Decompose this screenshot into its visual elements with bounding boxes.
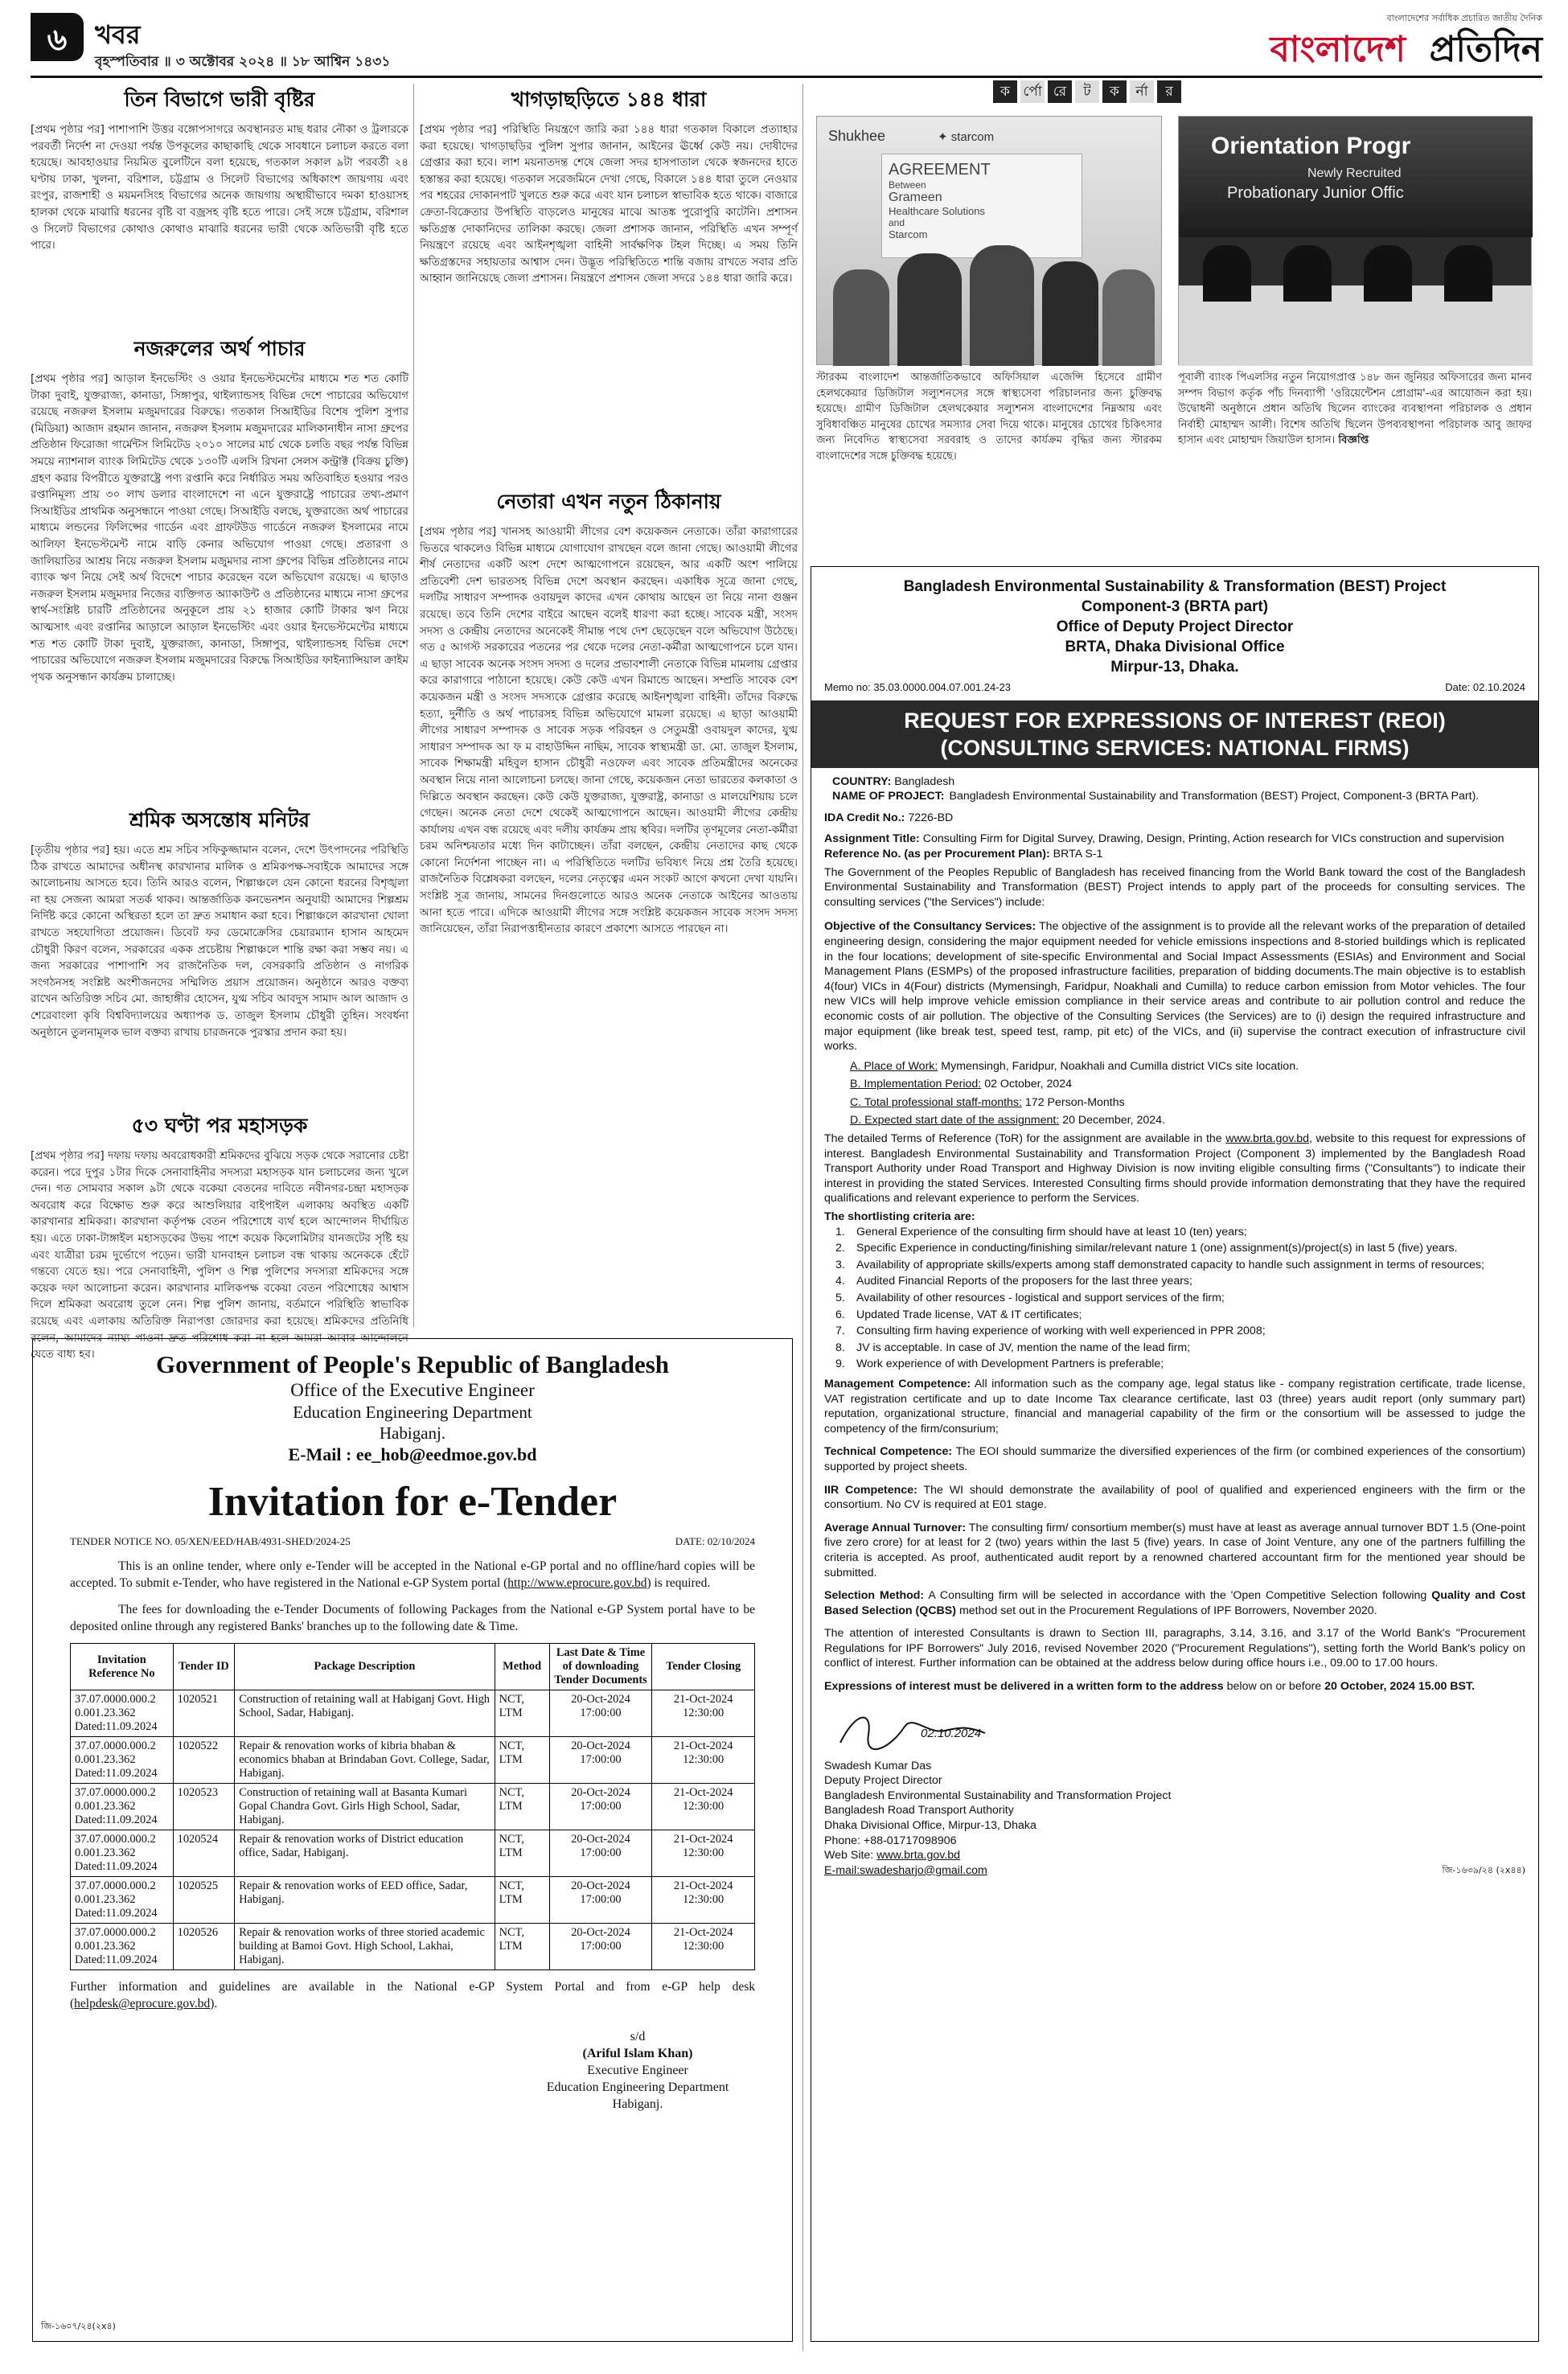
item-text: Availability of appropriate skills/experts among staff demonstrated capacity to handle such assignment in terms of resources;	[856, 1258, 1484, 1271]
table-row	[71, 1877, 755, 1924]
list-item	[824, 1341, 1525, 1356]
item-number: 1.	[835, 1225, 845, 1238]
cell-desc: Construction of retaining wall at Basanta Kumari Gopal Chandra Govt. Girls High School, Sadar, Habiganj.	[235, 1784, 495, 1830]
column-divider	[802, 84, 803, 2351]
signer-line: Executive Engineer	[587, 2064, 688, 2077]
logo-tagline: বাংলাদেশের সর্বাধিক প্রচারিত জাতীয় দৈনিক	[1386, 13, 1542, 23]
tech-text: The EOI should summarize the diversified experiences of the firm (or combined experiences of the consortium) supported by project sheets.	[824, 1445, 1525, 1473]
best-reoi-advertisement	[811, 566, 1539, 2342]
tender-email[interactable]: ee_hob@eedmoe.gov.bd	[355, 1444, 537, 1464]
banner-line: and	[889, 217, 905, 228]
item-value: 02 October, 2024	[984, 1078, 1073, 1091]
corporate-letter: র	[1157, 80, 1181, 103]
corporate-letter: ক	[993, 80, 1017, 103]
ad-code: জি-১৬৩৯/২৪ (২x৪৪)	[1442, 1864, 1525, 1875]
best-header-line: Office of Deputy Project Director	[1056, 618, 1294, 635]
cell-id: 1020523	[173, 1784, 235, 1830]
signer-name: (Ariful Islam Khan)	[582, 2047, 693, 2060]
person-figure	[1444, 245, 1492, 302]
caption-tag: বিজ্ঞপ্তি	[1338, 434, 1369, 446]
tender-signature-block	[520, 2028, 755, 2113]
screen-line: Orientation Progr	[1211, 133, 1411, 159]
person-figure	[1364, 245, 1412, 302]
cell-last-date: 20-Oct-2024 17:00:00	[549, 1877, 652, 1924]
field-label: Average Annual Turnover:	[824, 1521, 967, 1534]
tender-header-line: Office of the Executive Engineer	[290, 1380, 535, 1400]
page-number: ৬	[47, 22, 68, 57]
item-number: 7.	[835, 1325, 845, 1338]
signer-line: Habiganj.	[612, 2097, 663, 2111]
logo-title-b: প্রতিদিন	[1429, 29, 1542, 70]
item-text: Updated Trade license, VAT & IT certificates;	[856, 1308, 1082, 1321]
cell-method: NCT, LTM	[495, 1784, 549, 1830]
cell-method: NCT, LTM	[495, 1924, 549, 1970]
corporate-letter: ট	[1075, 80, 1099, 103]
best-header-line: Component-3 (BRTA part)	[1081, 598, 1269, 615]
tender-header-line: Habiganj.	[379, 1423, 446, 1443]
column-header: Invitation Reference No	[71, 1644, 174, 1690]
list-item	[824, 1258, 1525, 1273]
cell-ref: 37.07.0000.000.2 0.001.23.362 Dated:11.09.2024	[71, 1830, 174, 1877]
person-figure	[1042, 261, 1098, 366]
photo-pubali-orientation	[1178, 116, 1532, 365]
cell-id: 1020524	[173, 1830, 235, 1877]
column-divider	[413, 84, 414, 1327]
cell-ref: 37.07.0000.000.2 0.001.23.362 Dated:11.09.2024	[71, 1737, 174, 1784]
list-item	[824, 1357, 1525, 1372]
tender-header-line: Government of People's Republic of Bangladesh	[155, 1350, 670, 1378]
article-title: ৫৩ ঘণ্টা পর মহাসড়ক	[131, 1114, 308, 1137]
article-rain	[31, 84, 408, 325]
table-row	[71, 1737, 755, 1784]
column-header: Tender ID	[173, 1644, 235, 1690]
cell-desc: Repair & renovation works of District education office, Sadar, Habiganj.	[235, 1830, 495, 1877]
article-body-wrap	[420, 524, 798, 1328]
article-body-wrap	[31, 121, 408, 322]
reoi-title-line: (CONSULTING SERVICES: NATIONAL FIRMS)	[940, 735, 1410, 760]
brand-starcom: ✦ starcom	[938, 130, 995, 144]
banner-line: Between	[889, 179, 926, 191]
item-label: C. Total professional staff-months:	[850, 1095, 1022, 1109]
item-number: 6.	[835, 1308, 845, 1321]
tender-paragraph: This is an online tender, where only e-Tender will be accepted in the National e-GP portal and no offline/hard copies will be accepted. To submit e-Tender, who have registered in the National e-GP System portal (	[70, 1559, 755, 1590]
eprocure-link[interactable]: http://www.eprocure.gov.bd	[507, 1576, 647, 1590]
web-label: Web Site:	[824, 1849, 877, 1863]
corporate-corner-label	[993, 80, 1181, 103]
table-row	[71, 1830, 755, 1877]
person-figure	[833, 269, 889, 366]
signer-line: Deputy Project Director	[824, 1774, 942, 1788]
signature-date: 02.10.2024	[921, 1726, 982, 1740]
person-figure	[970, 245, 1034, 366]
corporate-caption-right-wrap	[1178, 370, 1532, 547]
column-header: Tender Closing	[652, 1644, 755, 1690]
cell-last-date: 20-Oct-2024 17:00:00	[549, 1690, 652, 1737]
ida-value: 7226-BD	[908, 811, 954, 824]
reoi-banner	[811, 700, 1538, 768]
helpdesk-link[interactable]: helpdesk@eprocure.gov.bd	[74, 1997, 211, 2011]
list-item	[824, 1291, 1525, 1306]
item-text: Availability of other resources - logistical and support services of the firm;	[856, 1292, 1225, 1304]
table-row	[71, 1924, 755, 1970]
article-title: খাগড়াছড়িতে ১৪৪ ধারা	[511, 88, 707, 111]
person-figure	[1283, 245, 1332, 302]
article-labor	[31, 804, 408, 1102]
article-body: [প্রথম পৃষ্ঠার পর] দফায় দফায় অবরোধকারী শ্রমিকদের বুঝিয়ে সড়ক থেকে সরানোর চেষ্টা করেন। পরে দুপুর ১টার দিকে সেনাবাহিনীর সদস্যরা মহাসড়ক যান চলাচলের জন্য খুলে দেন। গত সোমবার সকাল ৯টা থেকে বকেয়া বেতনের দাবিতে নবীনগর-চন্দ্রা মহাসড়ক অবরোধ করে বিক্ষোভ শুরু করে আশুলিয়ার বাইপাইল এলাকায় অবস্থিত একটি কারখানার শ্রমিকরা। কারখানা কর্তৃপক্ষ বেতন পরিশোধে ব্যর্থ হলে আন্দোলন দীর্ঘায়িত হয়। এতে ঢাকা-টাঙ্গাইল মহাসড়কের উভয় পাশে কয়েক কিলোমিটার যানজটের সৃষ্টি হয় এবং যাত্রীরা চরম দুর্ভোগে পড়েন। ভারী যানবাহন চলাচল বন্ধ থাকায় অনেককে হেঁটে গন্তব্যে যেতে হয়। পরে সেনাবাহিনী, পুলিশ ও শিল্প পুলিশের সদস্যরা শ্রমিকদের সঙ্গে কয়েক দফা আলোচনা করেন। কারখানার মালিকপক্ষ বকেয়া বেতন পরিশোধের আশ্বাস দিলে শ্রমিকরা অবরোধ তুলে নেন। শিল্প পুলিশ জানায়, বর্তমানে পরিস্থিতি স্বাভাবিক রয়েছে এবং এলাকায় অতিরিক্ত নিরাপত্তা জোরদার করা হয়েছে। শ্রমিকদের প্রতিনিধি বলেন, আমাদের ন্যায্য পাওনা দ্রুত পরিশোধ করা না হলে আমরা আবার আন্দোলনে যেতে বাধ্য হব।	[31, 1149, 408, 1362]
signer-line: Bangladesh Environmental Sustainability and Transformation Project	[824, 1789, 1172, 1802]
sd-mark: s/d	[630, 2030, 646, 2043]
article-body: [প্রথম পৃষ্ঠার পর] পরিস্থিতি নিয়ন্ত্রণে জারি করা ১৪৪ ধারা গতকাল বিকালে প্রত্যাহার করা হয়েছে। খাগড়াছড়ির পুলিশ সুপার জানান, আইনের ঊর্ধ্বে কেউ নয়। দোষীদের গ্রেপ্তার করা হবে। লাশ ময়নাতদন্ত শেষে জেলা সদর হাসপাতাল থেকে স্বজনদের হাতে হস্তান্তর করা হয়েছে। গতকাল সরেজমিনে দেখা গেছে, বিকালে ১৪৪ ধারা তুলে নেওয়ার পর শহরের দোকানপাট খুলতে শুরু করে এবং যান চলাচল স্বাভাবিক হতে থাকে। বাজারে ক্রেতা-বিক্রেতার উপস্থিতি বাড়লেও মানুষের মাঝে আতঙ্ক পুরোপুরি কাটেনি। প্রশাসন ক্ষতিগ্রস্ত দোকানিদের তালিকা করছে। জেলা প্রশাসক জানান, পরিস্থিতি এখন সম্পূর্ণ নিয়ন্ত্রণে রয়েছে এবং আইনশৃঙ্খলা বাহিনী সার্বক্ষণিক টহল দিচ্ছে। এ সময় তিনি ক্ষতিগ্রস্তদের সহায়তার আশ্বাস দেন। উদ্ভূত পরিস্থিতিতে শান্তি বজায় রাখতে সবার প্রতি আহ্বান জানিয়েছে জেলা প্রশাসন। নিয়ন্ত্রণে প্রশাসন জেলা সদরে ১৪৪ ধারা জারি করে।	[420, 123, 798, 285]
web-link[interactable]: www.brta.gov.bd	[876, 1849, 961, 1863]
tender-paragraph: The fees for downloading the e-Tender Documents of following Packages from the National e-GP System portal have to be deposited online through any registered Banks' branches up to the following date & Time.	[70, 1603, 755, 1633]
banner-line: Grameen	[889, 191, 942, 204]
signature-block	[824, 1702, 1525, 1759]
article-body-wrap	[31, 1148, 408, 1362]
corporate-letter: ক	[1102, 80, 1127, 103]
list-item	[824, 1241, 1525, 1256]
person-figure	[1102, 269, 1155, 366]
list-item	[824, 1308, 1525, 1323]
field-label: Reference No. (as per Procurement Plan):	[824, 847, 1050, 860]
cell-closing: 21-Oct-2024 12:30:00	[652, 1924, 755, 1970]
person-figure	[1203, 245, 1251, 302]
cell-last-date: 20-Oct-2024 17:00:00	[549, 1737, 652, 1784]
section-name: খবর	[95, 19, 141, 50]
deliver-text: Expressions of interest must be delivered in a written form to the address	[824, 1680, 1224, 1694]
country-value: Bangladesh	[894, 774, 955, 788]
cell-id: 1020526	[173, 1924, 235, 1970]
column-header: Method	[495, 1644, 549, 1690]
corporate-caption-left-wrap	[816, 370, 1162, 547]
column-header: Package Description	[235, 1644, 495, 1690]
cell-closing: 21-Oct-2024 12:30:00	[652, 1830, 755, 1877]
item-value: 172 Person-Months	[1024, 1095, 1125, 1109]
cell-id: 1020521	[173, 1690, 235, 1737]
tender-footer-text: Further information and guidelines are available in the National e-GP System Portal and from e-GP help desk (	[70, 1980, 755, 2011]
cell-desc: Construction of retaining wall at Habiganj Govt. High School, Sadar, Habiganj.	[235, 1690, 495, 1737]
item-label: A. Place of Work:	[850, 1059, 938, 1073]
email-link[interactable]: swadesharjo@gmail.com	[860, 1863, 987, 1877]
brand-shukhee: Shukhee	[828, 128, 886, 144]
page-header	[31, 11, 1542, 72]
best-header-line: Mirpur-13, Dhaka.	[1110, 659, 1239, 676]
photo-starcom-agreement	[816, 116, 1162, 365]
reoi-title-line: REQUEST FOR EXPRESSIONS OF INTEREST (REOI)	[904, 708, 1446, 733]
item-text: Specific Experience in conducting/finishing similar/relevant nature 1 (one) assignment(s)/project(s) in last 5 (five) years.	[856, 1242, 1458, 1255]
table-row	[71, 1690, 755, 1737]
tender-paragraph: ) is required.	[646, 1576, 711, 1590]
reference-value: BRTA S-1	[1053, 847, 1103, 860]
field-label: COUNTRY:	[832, 774, 892, 788]
banner-line: Starcom	[889, 228, 928, 240]
mgmt-text: All information such as the company age, legal status like - company registration certificate, trade license, VAT registration certificate and up to date Income Tax clearance certificate, last 03 (three) years audit report (only summary part) reputation, organizational structure, financial and managerial capability of the firm or the consortium will be assessed to judge the competency of the firm/consurium;	[824, 1377, 1525, 1435]
cell-ref: 37.07.0000.000.2 0.001.23.362 Dated:11.09.2024	[71, 1690, 174, 1737]
field-label: Objective of the Consultancy Services:	[824, 920, 1036, 934]
assignment-value: Consulting Firm for Digital Survey, Drawing, Design, Printing, Action research for VICs construction and supervision	[922, 832, 1504, 846]
item-text: General Experience of the consulting firm should have at least 10 (ten) years;	[856, 1225, 1247, 1238]
item-value: Mymensingh, Faridpur, Noakhali and Cumilla district VICs site location.	[941, 1059, 1299, 1073]
item-number: 5.	[835, 1292, 845, 1304]
cell-desc: Repair & renovation works of kibria bhaban & economics bhaban at Brindaban Govt. College, Sadar, Habiganj.	[235, 1737, 495, 1784]
field-label: Technical Competence:	[824, 1445, 953, 1459]
tor-text: The detailed Terms of Reference (ToR) for the assignment are available in the	[824, 1132, 1222, 1146]
cell-method: NCT, LTM	[495, 1830, 549, 1877]
article-title: নেতারা এখন নতুন ঠিকানায়	[496, 490, 721, 513]
criteria-list	[824, 1225, 1525, 1372]
item-label: D. Expected start date of the assignment:	[850, 1114, 1060, 1127]
cell-last-date: 20-Oct-2024 17:00:00	[549, 1784, 652, 1830]
intro-paragraph: The Government of the Peoples Republic of Bangladesh has received financing from the World Bank toward the cost of the Bangladesh Environmental Sustainability and Transformation (BEST) Project intends to apply part of the proceeds for consulting services. The consulting services ("the Services") include:	[824, 865, 1525, 909]
field-label: NAME OF PROJECT:	[832, 790, 945, 803]
signer-line: Education Engineering Department	[546, 2080, 729, 2094]
article-nazrul	[31, 333, 408, 795]
field-label: IIR Competence:	[824, 1483, 917, 1497]
tender-table	[70, 1643, 755, 1970]
tender-title: Invitation for e-Tender	[207, 1479, 618, 1525]
screen-line: Probationary Junior Offic	[1227, 184, 1404, 202]
cell-method: NCT, LTM	[495, 1877, 549, 1924]
tender-notice-number: TENDER NOTICE NO. 05/XEN/EED/HAB/4931-SHED/2024-25	[70, 1535, 351, 1547]
signer-line: Dhaka Divisional Office, Mirpur-13, Dhaka	[824, 1819, 1036, 1833]
cell-method: NCT, LTM	[495, 1690, 549, 1737]
cell-desc: Repair & renovation works of three storied academic building at Bamoi Govt. High School, Lakhai, Habiganj.	[235, 1924, 495, 1970]
memo-date: Date: 02.10.2024	[1445, 681, 1525, 693]
signer-line: Swadesh Kumar Das	[824, 1759, 932, 1772]
item-text: Consulting firm having experience of working with well experienced in PPR 2008;	[856, 1325, 1266, 1338]
selection-method: Quality and Cost Based Selection (QCBS)	[824, 1589, 1525, 1617]
article-title: নজরুলের অর্থ পাচার	[133, 337, 306, 360]
signer-line: Phone: +88-01717098906	[824, 1834, 957, 1847]
attention-paragraph: The attention of interested Consultants is drawn to Section III, paragraphs, 3.14, 3.16, and 3.17 of the World Bank's "Procurement Regulations for IPF Borrowers" July 2016, revised November 2020 ("Procurement Regulations"), setting forth the World Bank's policy on conflict of interest. Further information can be obtained at the address below during office hours i.e., 09.00 to 17.00 hours.	[824, 1627, 1525, 1670]
table-header-row	[71, 1644, 755, 1690]
item-text: Audited Financial Reports of the proposers for the last three years;	[856, 1275, 1192, 1288]
item-number: 8.	[835, 1341, 845, 1354]
field-label: Selection Method:	[824, 1589, 925, 1603]
etender-advertisement	[32, 1338, 793, 2342]
selection-text: A Consulting firm will be selected in accordance with the 'Open Competitive Selection following	[928, 1589, 1427, 1603]
selection-text: method set out in the Procurement Regulations of IPF Borrowers, November 2020.	[958, 1604, 1377, 1617]
article-siege	[31, 1110, 408, 1362]
objective-text: The objective of the assignment is to provide all the relevant works of the preparation of detailed engineering design, considering the major equipment needed for vehicle emissions inspections and 8-storied buildings which is replicated in the four locations; development of site-specific Environmental and Social Impact Assessments (ESIAs) and Environment and Social Management Plans (ESMPs) of the proposed infrastructure facilities, preparation of bidding documents.The main objective is to establish 4(four) VICs in 4(Four) districts (Mymensingh, Faridpur, Noakhali and Cumilla) to reduce carbon emission from Motor vehicles. The four new VICs will help improve vehicle emission compliance in their service areas and contribute to air pollution control and reduce the economic costs of air pollution. The objective of the Consulting Services (the Services) are to (i) design the required infrastructure and major equipment (like break test, speed test, ramp, pit etc) of the VICs, and (ii) supervise the contract execution of infrastructure civil works.	[824, 920, 1525, 1054]
tor-text: , website to this request for expressions of interest. Bangladesh Environmental Sustainability and Transformation Project (Component 3) implemented by the Bangladesh Road Transport Authority under Road Transport and Highway Division is now inviting eligible consulting firms ("Consultants") to indicate their interest in providing the stated Services. Interested Consulting firms should provide information demonstrating that they have the required qualifications and relevant experience to perform the Services.	[824, 1132, 1525, 1205]
memo-number: Memo no: 35.03.0000.004.07.001.24-23	[824, 681, 1012, 693]
cell-ref: 37.07.0000.000.2 0.001.23.362 Dated:11.09.2024	[71, 1784, 174, 1830]
cell-closing: 21-Oct-2024 12:30:00	[652, 1784, 755, 1830]
criteria-title: The shortlisting criteria are:	[824, 1210, 975, 1224]
best-header-line: Bangladesh Environmental Sustainability & Transformation (BEST) Project	[903, 578, 1447, 595]
person-figure	[897, 253, 962, 366]
item-text: JV is acceptable. In case of JV, mention the name of the lead firm;	[856, 1341, 1191, 1354]
item-value: 20 December, 2024.	[1062, 1114, 1165, 1127]
cell-ref: 37.07.0000.000.2 0.001.23.362 Dated:11.09.2024	[71, 1924, 174, 1970]
article-body: [প্রথম পৃষ্ঠার পর] খানসহ আওয়ামী লীগের বেশ কয়েকজন নেতাকে। তাঁরা কারাগারের ভিতরে থাকলেও বিভিন্ন মাধ্যমে যোগাযোগ রাখছেন বলে জানা গেছে। আওয়ামী লীগের শীর্ষ নেতাদের একটি অংশ দেশে আত্মগোপনে রয়েছেন, আর একটি অংশ পালিয়ে প্রতিবেশী দেশ ভারতসহ বিভিন্ন দেশে অবস্থান করছেন। একাধিক সূত্রে জানা গেছে, দলটির সাধারণ সম্পাদক ওবায়দুল কাদের এখন কোথায় আছেন তা নিয়ে নানা গুঞ্জন রয়েছে। তবে তিনি দেশের বাইরে আছেন বলেই ধারণা করা হচ্ছে। সাবেক মন্ত্রী, সংসদ সদস্য ও কেন্দ্রীয় নেতাদের অনেকেই সীমান্ত পথে দেশ ছেড়েছেন বলে অভিযোগ উঠেছে। গত ৫ আগস্ট সরকারের পতনের পর থেকে দলের নেতা-কর্মীরা আত্মগোপনে চলে যান। এ ছাড়া সাবেক অনেক সংসদ সদস্য ও দলের প্রভাবশালী নেতাকে বিভিন্ন মামলায় গ্রেপ্তার করে কারাগারে পাঠানো হয়েছে। কেউ কেউ এখন রিমান্ডে আছেন। সম্প্রতি সাবেক বেশ কয়েকজন মন্ত্রী ও সংসদ সদস্যকে গ্রেপ্তার করেছে আইনশৃঙ্খলা বাহিনী। তাঁদের বিরুদ্ধে হত্যা, দুর্নীতি ও অর্থ পাচারসহ বিভিন্ন অভিযোগে মামলা রয়েছে। এ ছাড়া আওয়ামী লীগের সাধারণ সম্পাদক ও সাবেক সড়ক পরিবহন ও সেতুমন্ত্রী ওবায়দুল কাদের, যুগ্ম সাধারণ সম্পাদক আ ফ ম বাহাউদ্দিন নাছিম, সাবেক স্বাস্থ্যমন্ত্রী ডা. মো. তাজুল ইসলাম, সাবেক শিক্ষামন্ত্রী মহিবুল হাসান চৌধুরী নওফেল এবং সাবেক প্রতিমন্ত্রীদের অনেকের অবস্থান নিয়ে নানা আলোচনা চলছে। জানা গেছে, কয়েকজন নেতা ভারতের কলকাতা ও দিল্লিতে অবস্থান করছেন। কেউ কেউ যুক্তরাজ্য, যুক্তরাষ্ট্র, কানাডা ও মালয়েশিয়ায় চলে গেছেন। অনেক নেতা দেশে থেকেই আত্মগোপনে আছেন। আওয়ামী লীগের কেন্দ্রীয় কার্যালয় এখন বন্ধ রয়েছে এবং দলীয় কার্যক্রম প্রায় স্থবির। দলটির তৃণমূলের নেতা-কর্মীরা চরম অনিশ্চয়তার মধ্যে দিন কাটাচ্ছেন। তাঁরা বলছেন, কেন্দ্রীয় নেতাদের কাছ থেকে কোনো নির্দেশনা পাচ্ছেন না। এ পরিস্থিতিতে দলটির ভবিষ্যৎ নিয়ে প্রশ্ন তৈরি হয়েছে। রাজনৈতিক বিশ্লেষকরা বলছেন, দলের নেতৃত্বের এমন সংকট আগে কখনো দেখা যায়নি। সংশ্লিষ্ট সূত্র জানায়, সামনের দিনগুলোতে আরও অনেক নেতাকে আইনের আওতায় আনা হতে পারে। এদিকে আওয়ামী লীগের সঙ্গে সংশ্লিষ্ট কয়েকজন সাবেক সংসদ সদস্য জানিয়েছেন, তাঁরা নিরাপত্তাহীনতার কারণে প্রকাশ্যে আসতে পারছেন না।	[420, 525, 798, 936]
item-number: 9.	[835, 1357, 845, 1371]
article-body-wrap	[31, 842, 408, 1103]
item-text: Work experience of with Development Partners is preferable;	[856, 1357, 1164, 1371]
cell-closing: 21-Oct-2024 12:30:00	[652, 1690, 755, 1737]
corporate-letter: র্না	[1130, 80, 1154, 103]
list-item	[824, 1324, 1525, 1339]
brta-link[interactable]: www.brta.gov.bd	[1225, 1132, 1310, 1146]
article-khagrachari	[420, 84, 798, 478]
corporate-letter: রে	[1048, 80, 1072, 103]
cell-id: 1020525	[173, 1877, 235, 1924]
article-title: তিন বিভাগে ভারী বৃষ্টির	[124, 88, 315, 111]
logo-title-a: বাংলাদেশ	[1270, 29, 1406, 70]
date-line: বৃহস্পতিবার ॥ ৩ অক্টোবর ২০২৪ ॥ ১৮ আশ্বিন ১৪৩১	[95, 54, 391, 70]
article-leaders	[420, 486, 798, 1327]
item-number: 3.	[835, 1258, 845, 1271]
article-body: [প্রথম পৃষ্ঠার পর] পাশাপাশি উত্তর বঙ্গোপসাগরে অবস্থানরত মাছ ধরার নৌকা ও ট্রলারকে পরবর্তী নির্দেশ না দেওয়া পর্যন্ত উপকূলের কাছাকাছি থেকে সাবধানে চলাচল করতে বলা হয়েছে। আবহাওয়ার নিয়মিত বুলেটিনে বলা হয়েছে, গতকাল সকাল ৯টা পরবর্তী ২৪ ঘণ্টায় ঢাকা, খুলনা, বরিশাল, চট্টগ্রাম ও সিলেট বিভাগের অধিকাংশ জায়গায় এবং রংপুর, রাজশাহী ও ময়মনসিংহ বিভাগের অনেক জায়গায় অস্থায়ীভাবে দমকা হাওয়াসহ হালকা থেকে মাঝারি ধরনের বৃষ্টি বা বজ্রসহ বৃষ্টি হতে পারে। সেই সঙ্গে চট্টগ্রাম, বরিশাল ও সিলেট বিভাগের কোথাও কোথাও মাঝারি ধরনের ভারী থেকে অতিভারী বৃষ্টি হতে পারে।	[31, 123, 408, 253]
table-row	[71, 1784, 755, 1830]
banner-line: Healthcare Solutions	[889, 205, 985, 217]
field-label: IDA Credit No.:	[824, 811, 905, 824]
cell-desc: Repair & renovation works of EED office, Sadar, Habiganj.	[235, 1877, 495, 1924]
cell-ref: 37.07.0000.000.2 0.001.23.362 Dated:11.09.2024	[71, 1877, 174, 1924]
article-body-wrap	[31, 371, 408, 797]
cell-last-date: 20-Oct-2024 17:00:00	[549, 1830, 652, 1877]
deliver-deadline: 20 October, 2024 15.00 BST.	[1324, 1680, 1476, 1694]
article-body: [প্রথম পৃষ্ঠার পর] আড়াল ইনভেস্টিং ও ওয়ার ইনভেস্টমেন্টের মাধ্যমে শত শত কোটি টাকা দুবাই, যুক্তরাজ্য, কানাডা, সিঙ্গাপুর, থাইল্যান্ডসহ বিভিন্ন দেশে পাচারের অভিযোগ রয়েছে নজরুল ইসলাম মজুমদারের বিরুদ্ধে। গতকাল সিআইডির বিশেষ পুলিশ সুপার (মিডিয়া) আজাদ রহমান জানান, নজরুল ইসলাম মজুমদারের মালিকানাধীন নাসা গ্রুপের প্রতিষ্ঠান ফিরোজা গার্মেন্টস লিমিটেড ২০১০ সালের মার্চ থেকে চলতি বছর পর্যন্ত বিভিন্ন সময়ে ন্যাশনাল ব্যাংক লিমিটেড থেকে ১৩০টি এলসি রিখনা সেলস কন্ট্রাক্ট (বিক্রয় চুক্তি) গ্রহণ করার বিপরীতে যুক্তরাষ্ট্রে পণ্য রপ্তানি করে নির্ধারিত সময় অতিবাহিত হওয়ার পরও রপ্তানিমূল্য প্রায় ৩০ লাখ ডলার বাংলাদেশে না এনে যুক্তরাষ্ট্রে পাচারের তথ্য-প্রমাণ সিআইডির প্রাথমিক অনুসন্ধানে পাওয়া গেছে। সিআইডি বলছে, যুক্তরাজ্যে অর্থ পাচারের মাধ্যমে লন্ডনের ফিলিপ্সের গার্ডেন এবং গ্রাফটউড গার্ডেনে নজরুল ইসলামের নামে আলিফা ইনভেস্টমেন্ট নামে বাড়ি কেনার অভিযোগ পাওয়া গেছে। প্রতারণা ও জালিয়াতির আশ্রয় নিয়ে নজরুল ইসলাম মজুমদার নাসা গ্রুপের বিভিন্ন প্রতিষ্ঠানের নামে ব্যাংক ঋণ নিয়ে সেই অর্থ বিদেশে পাচার করেছেন বলে অভিযোগ রয়েছে। এ ছাড়াও নজরুল ইসলাম মজুমদার নিজের ব্যক্তিগত অ্যাকাউন্ট ও প্রতিষ্ঠানের মাধ্যমে নাসা গ্রুপের স্বার্থ-সংশ্লিষ্ট চারটি প্রতিষ্ঠানের অনুকূলে প্রায় ২১ হাজার কোটি টাকার ঋণ নিয়ে আত্মসাৎ এবং রপ্তানির আড়ালে আড়াল ইনভেস্টিং এবং ওয়ার ইনভেস্টমেন্টের মাধ্যমে শত শত কোটি টাকা দুবাই, যুক্তরাজ্য, কানাডা, সিঙ্গাপুর, থাইল্যান্ডসহ বিভিন্ন দেশে পাচারের অভিযোগে নজরুল ইসলাম মজুমদারের বিরুদ্ধে সিআইডির ফাইন্যান্সিয়াল ক্রাইম পৃথক অনুসন্ধান কার্যক্রম চালাচ্ছে।	[31, 372, 408, 684]
ad-code: জি-১৬০৭/২৪(২x৪)	[41, 2321, 116, 2331]
cell-last-date: 20-Oct-2024 17:00:00	[549, 1924, 652, 1970]
item-label: B. Implementation Period:	[850, 1078, 982, 1091]
tender-date: DATE: 02/10/2024	[675, 1535, 755, 1547]
corporate-caption-left: স্টারকম বাংলাদেশ আন্তর্জাতিকভাবে অফিসিয়াল এজেন্সি হিসেবে গ্রামীণ হেলথকেয়ার ডিজিটাল সল্যুশনসের সঙ্গে স্বাস্থ্যসেবা পরিচালনার জন্য চুক্তিবদ্ধ হয়েছে। গ্রামীণ ডিজিটাল হেলথকেয়ার সল্যুশনস বাংলাদেশের নিম্নআয় এবং সুবিধাবঞ্চিত মানুষের চোখের সমস্যার সেবা দিয়ে থাকে। মানুষের চোখের চিকিৎসার জন্য নিবেদিত স্বাস্থ্যসেবা সরবরাহ ও তাদের কার্যক্রম বৃদ্ধির জন্য স্টারকম বাংলাদেশের সঙ্গে চুক্তিবদ্ধ হয়েছে।	[816, 372, 1162, 462]
list-item	[824, 1225, 1525, 1240]
item-number: 2.	[835, 1242, 845, 1255]
email-label: E-mail:	[824, 1863, 860, 1877]
corporate-caption-right: পূবালী ব্যাংক পিএলসির নতুন নিয়োগপ্রাপ্ত ১৪৮ জন জুনিয়র অফিসারের জন্য মানব সম্পদ বিভাগ কর্তৃক পাঁচ দিনব্যাপী 'ওরিয়েন্টেশন প্রোগ্রাম'-এর আয়োজন করা হয়। উদ্বোধনী অনুষ্ঠানে প্রধান অতিথি ছিলেন ব্যাংকের ব্যবস্থাপনা পরিচালক ও প্রধান নির্বাহী মোহাম্মদ আলী। বিশেষ অতিথি ছিলেন উপব্যবস্থাপনা পরিচালক আবু জাফর হাসান এবং মোহাম্মদ জিয়াউল হাসান।	[1178, 372, 1532, 446]
cell-id: 1020522	[173, 1737, 235, 1784]
cell-method: NCT, LTM	[495, 1737, 549, 1784]
turnover-text: The consulting firm/ consortium member(s) must have at least as average annual turnover BDT 1.5 (One-point five zero crore) for at least for 2 (two) years within the last 5 (five) years. In case of Joint Venture, any one of the partners fulfilling the criteria is accepted. As proof, authenticated audit report by a renowned chartered accountant firm for the mentioned year should be submitted.	[824, 1521, 1525, 1579]
article-title: শ্রমিক অসন্তোষ মনিটর	[129, 808, 310, 832]
list-item	[824, 1274, 1525, 1289]
tender-footer-text: ).	[210, 1997, 218, 2011]
article-body: [তৃতীয় পৃষ্ঠার পর] হয়। এতে শ্রম সচিব সফিকুজ্জামান বলেন, দেশে উৎপাদনের পরিস্থিতি ঠিক রাখতে আমাদের অধীনস্থ কারখানার মালিক ও শ্রমিকপক্ষ-সবাইকে আমাদের সঙ্গে আলোচনায় আসতে হবে। তিনি আরও বলেন, শিল্পাঞ্চলে যেন কোনো ধরনের বিশৃঙ্খলা না হয় সেজন্য আমরা সতর্ক থাকব। আন্তর্জাতিক কনভেনশন অনুযায়ী আমাদের শিল্পশ্রম নির্দিষ্ট করে কোনো অস্থিরতা হলে তা দ্রুত সমাধান করা হবে। শিল্পাঞ্চলে কারখানা খোলা রাখতে সহযোগিতা প্রয়োজন। ডিবেট ফর ডেমোক্রেসির চেয়ারম্যান হাসান আহমেদ চৌধুরী কিরণ বলেন, সরকারের একক প্রচেষ্টায় শিল্পাঞ্চলে শান্তি রক্ষা করা সম্ভব নয়। এ জন্য সরকারের পাশাপাশি সব রাজনৈতিক দল, বেসরকারি প্রতিষ্ঠান ও নাগরিক সংগঠনসহ সংশ্লিষ্ট অংশীজনদের সম্মিলিত প্রয়াস প্রয়োজন। অনুষ্ঠানে আরও বক্তব্য রাখেন অতিরিক্ত সচিব মো. জাহাঙ্গীর হোসেন, যুগ্ম সচিব আবদুস সামাদ আল আজাদ ও শেরেবাংলা কৃষি বিশ্ববিদ্যালয়ের অধ্যাপক ড. তাজুল ইসলাম চৌধুরী তুহিন। সংবর্ধনা অনুষ্ঠানে তুলনামূলক ভাল বক্তব্য রাখায় চারজনকে পুরস্কার প্রদান করা হয়।	[31, 844, 408, 1039]
cell-closing: 21-Oct-2024 12:30:00	[652, 1877, 755, 1924]
screen-line: Newly Recruited	[1307, 166, 1402, 180]
deliver-text: below on or before	[1226, 1680, 1322, 1694]
email-label: E-Mail :	[288, 1444, 352, 1464]
project-value: Bangladesh Environmental Sustainability and Transformation (BEST) Project, Component-3 (BRTA Part).	[949, 790, 1480, 803]
column-header: Last Date & Time of downloading Tender Documents	[549, 1644, 652, 1690]
article-body-wrap	[420, 121, 798, 475]
header-rule	[31, 76, 1542, 78]
corporate-corner	[808, 80, 1542, 563]
best-header-line: BRTA, Dhaka Divisional Office	[1065, 639, 1285, 655]
field-label: Assignment Title:	[824, 832, 920, 846]
tender-header-line: Education Engineering Department	[293, 1403, 532, 1422]
field-label: Management Competence:	[824, 1377, 971, 1390]
people-group	[817, 237, 1163, 366]
signer-line: Bangladesh Road Transport Authority	[824, 1804, 1014, 1817]
masthead-logo	[1164, 11, 1542, 69]
iir-text: The WI should demonstrate the availability of pool of qualified and experienced engineers with the firm or the consortium. No CV is required at E01 stage.	[824, 1483, 1525, 1512]
cell-closing: 21-Oct-2024 12:30:00	[652, 1737, 755, 1784]
banner-line: AGREEMENT	[889, 161, 991, 179]
item-number: 4.	[835, 1275, 845, 1288]
corporate-letter: র্পো	[1020, 80, 1045, 103]
